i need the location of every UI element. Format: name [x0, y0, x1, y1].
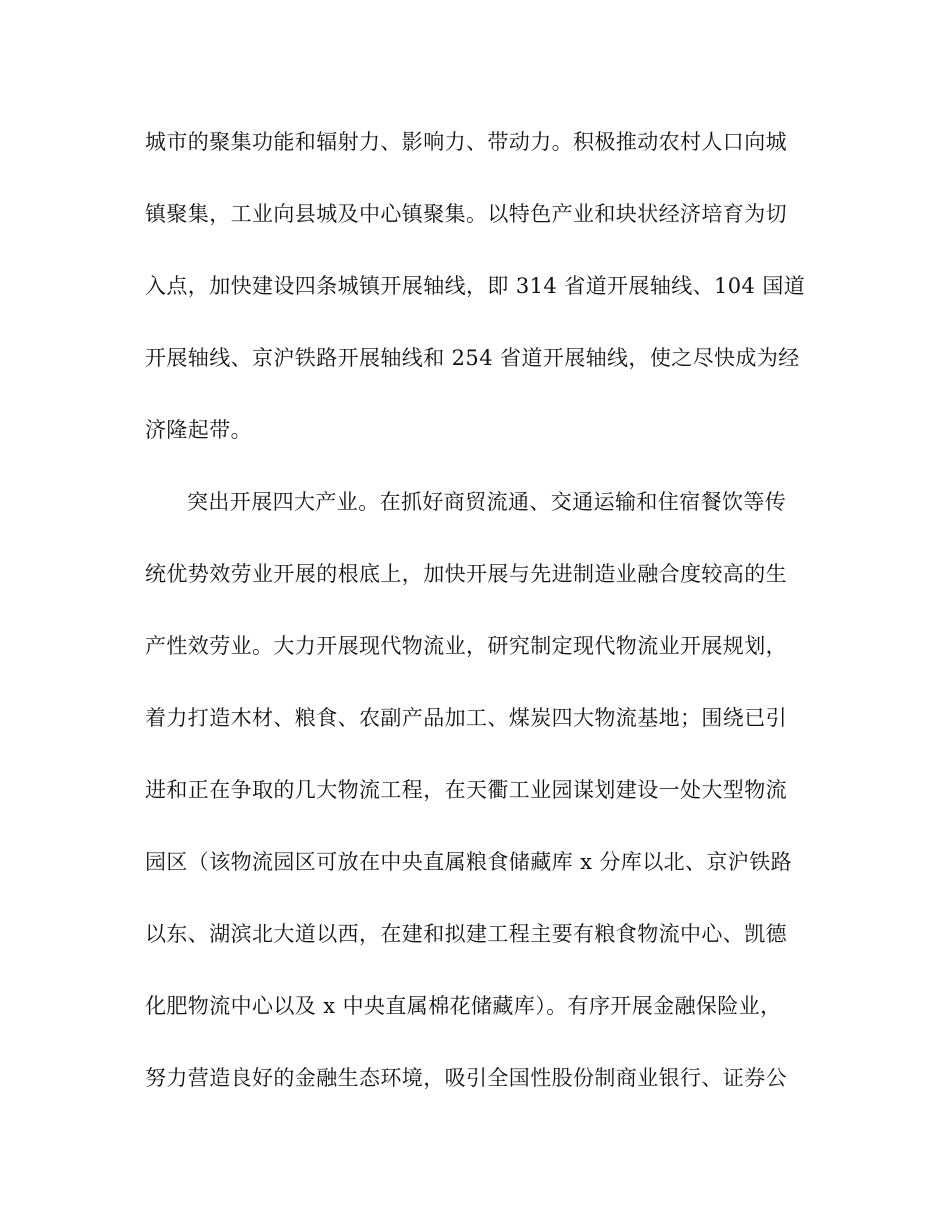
text-line: 开展轴线、京沪铁路开展轴线和 254 省道开展轴线，使之尽快成为经 [145, 346, 800, 370]
text-line: 着力打造木材、粮食、农副产品加工、煤炭四大物流基地；围绕已引 [145, 706, 787, 730]
text-line: 进和正在争取的几大物流工程，在天衢工业园谋划建设一处大型物流 [145, 778, 787, 802]
text-line: 以东、湖滨北大道以西，在建和拟建工程主要有粮食物流中心、凯德 [145, 922, 787, 946]
text-line: 济隆起带。 [145, 418, 252, 442]
text-line: 突出开展四大产业。在抓好商贸流通、交通运输和住宿餐饮等传 [187, 490, 787, 514]
text-line: 城市的聚集功能和辐射力、影响力、带动力。积极推动农村人口向城 [145, 130, 787, 154]
text-line: 努力营造良好的金融生态环境，吸引全国性股份制商业银行、证券公 [145, 1066, 787, 1090]
text-line: 入点，加快建设四条城镇开展轴线，即 314 省道开展轴线、104 国道 [145, 274, 806, 298]
text-line: 统优势效劳业开展的根底上，加快开展与先进制造业融合度较高的生 [145, 562, 787, 586]
text-line: 园区（该物流园区可放在中央直属粮食储藏库 x 分库以北、京沪铁路 [145, 850, 792, 874]
text-line: 产性效劳业。大力开展现代物流业，研究制定现代物流业开展规划， [145, 634, 787, 658]
text-line: 化肥物流中心以及 x 中央直属棉花储藏库）。有序开展金融保险业， [145, 994, 782, 1018]
text-line: 镇聚集，工业向县城及中心镇聚集。以特色产业和块状经济培育为切 [145, 202, 787, 226]
